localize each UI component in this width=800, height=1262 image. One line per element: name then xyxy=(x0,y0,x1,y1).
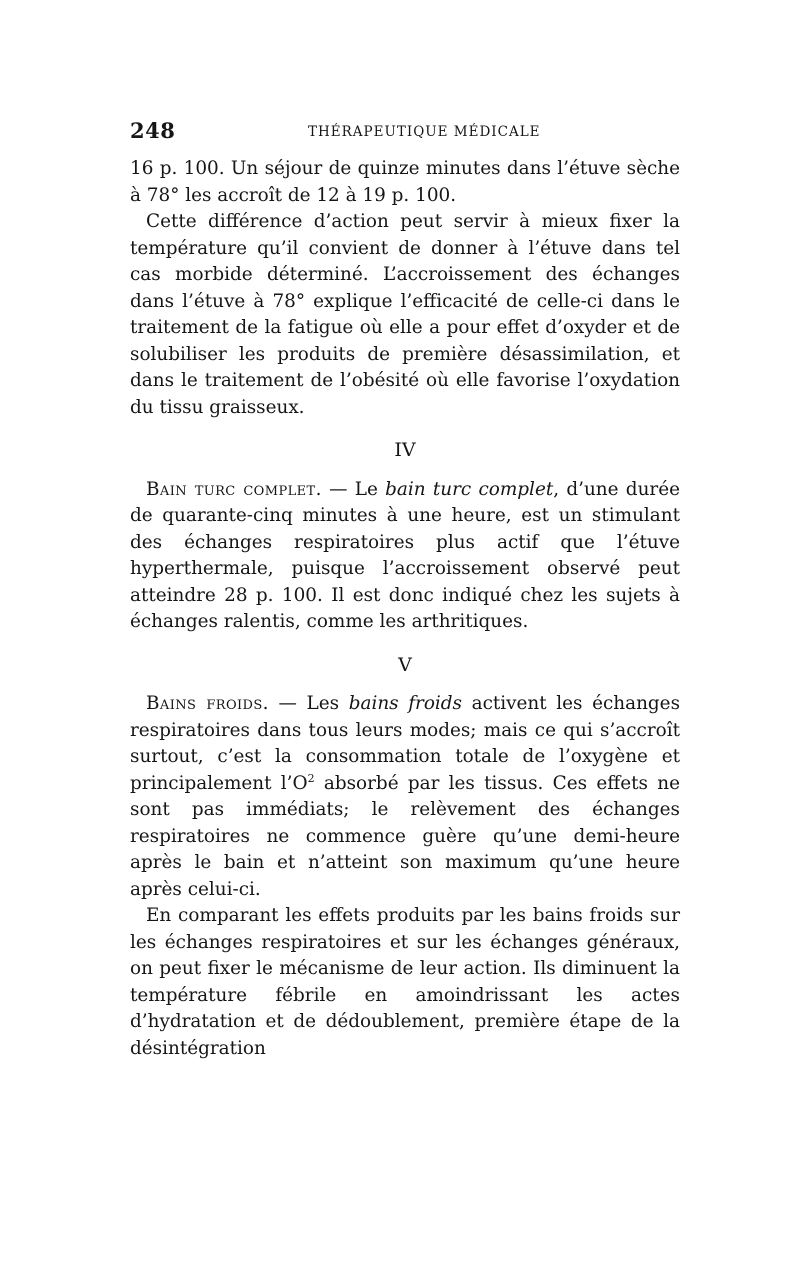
section-numeral-iv: IV xyxy=(394,439,416,461)
paragraph-bain-turc-body: , d’une durée de quarante-cinq minutes à une heure, est un stimulant des échanges respiratoires plus actif que l’étuve hyperthermale, puisque l’accroissement observé peut atteindre 28 p. 100. Il est donc indiqué chez les sujets à échanges ralentis, comme les arthritiques. xyxy=(130,478,680,632)
paragraph-bains-froids xyxy=(130,691,680,903)
paragraph-bain-turc xyxy=(130,477,680,636)
running-title: THÉRAPEUTIQUE MÉDICALE xyxy=(308,124,541,140)
paragraph-bains-froids-body-a: activent les échanges respiratoires dans tous leurs modes; mais ce qui s’accroît surtout, c’est la consommation totale de l’oxygène et principalement l’O xyxy=(130,693,681,794)
paragraph-difference: Cette différence d’action peut servir à mieux fixer la température qu’il convient de donner à l’étuve dans tel cas morbide déterminé. L’accroissement des échanges dans l’étuve à 78° explique l’efficacité de celle-ci dans le traitement de la fatigue où elle a pour effet d’oxyder et de solubiliser les produits de première désassimilation, et dans le traitement de l’obésité où elle favorise l’oxydation du tissu graisseux. xyxy=(130,211,680,418)
body-text xyxy=(130,156,680,1062)
section-numeral-v: V xyxy=(398,653,412,676)
emphasis-bains-froids: bains froids xyxy=(348,693,462,714)
section-heading-bain-turc: Bain turc complet. xyxy=(146,478,322,500)
section-heading-bains-froids: Bains froids. xyxy=(146,693,269,714)
paragraph-comparaison: En comparant les effets produits par les bains froids sur les échanges respiratoires et sur les échanges généraux, on peut fixer le mécanisme de leur action. Ils diminuent la température fébrile en amoindrissant les actes d’hydratation et de dédoublement, première étape de la désintégration xyxy=(130,905,680,1059)
emphasis-bain-turc: bain turc complet xyxy=(385,478,554,500)
superscript-2: 2 xyxy=(307,771,315,785)
page-number: 248 xyxy=(130,118,176,143)
page-header xyxy=(130,118,680,144)
paragraph-bains-froids-body-b: absorbé par les tissus. Ces effets ne sont pas immédiats; le relèvement des échanges respiratoires ne commence guère qu’une demi-heure après le bain et n’atteint son maximum qu’une heure après celui-ci. xyxy=(130,772,680,900)
heading-dash: — Le xyxy=(321,478,386,500)
heading-dash: — Les xyxy=(268,693,349,714)
paragraph-continuation: 16 p. 100. Un séjour de quinze minutes dans l’étuve sèche à 78° les accroît de 12 à 19 p. 100. xyxy=(130,158,680,206)
